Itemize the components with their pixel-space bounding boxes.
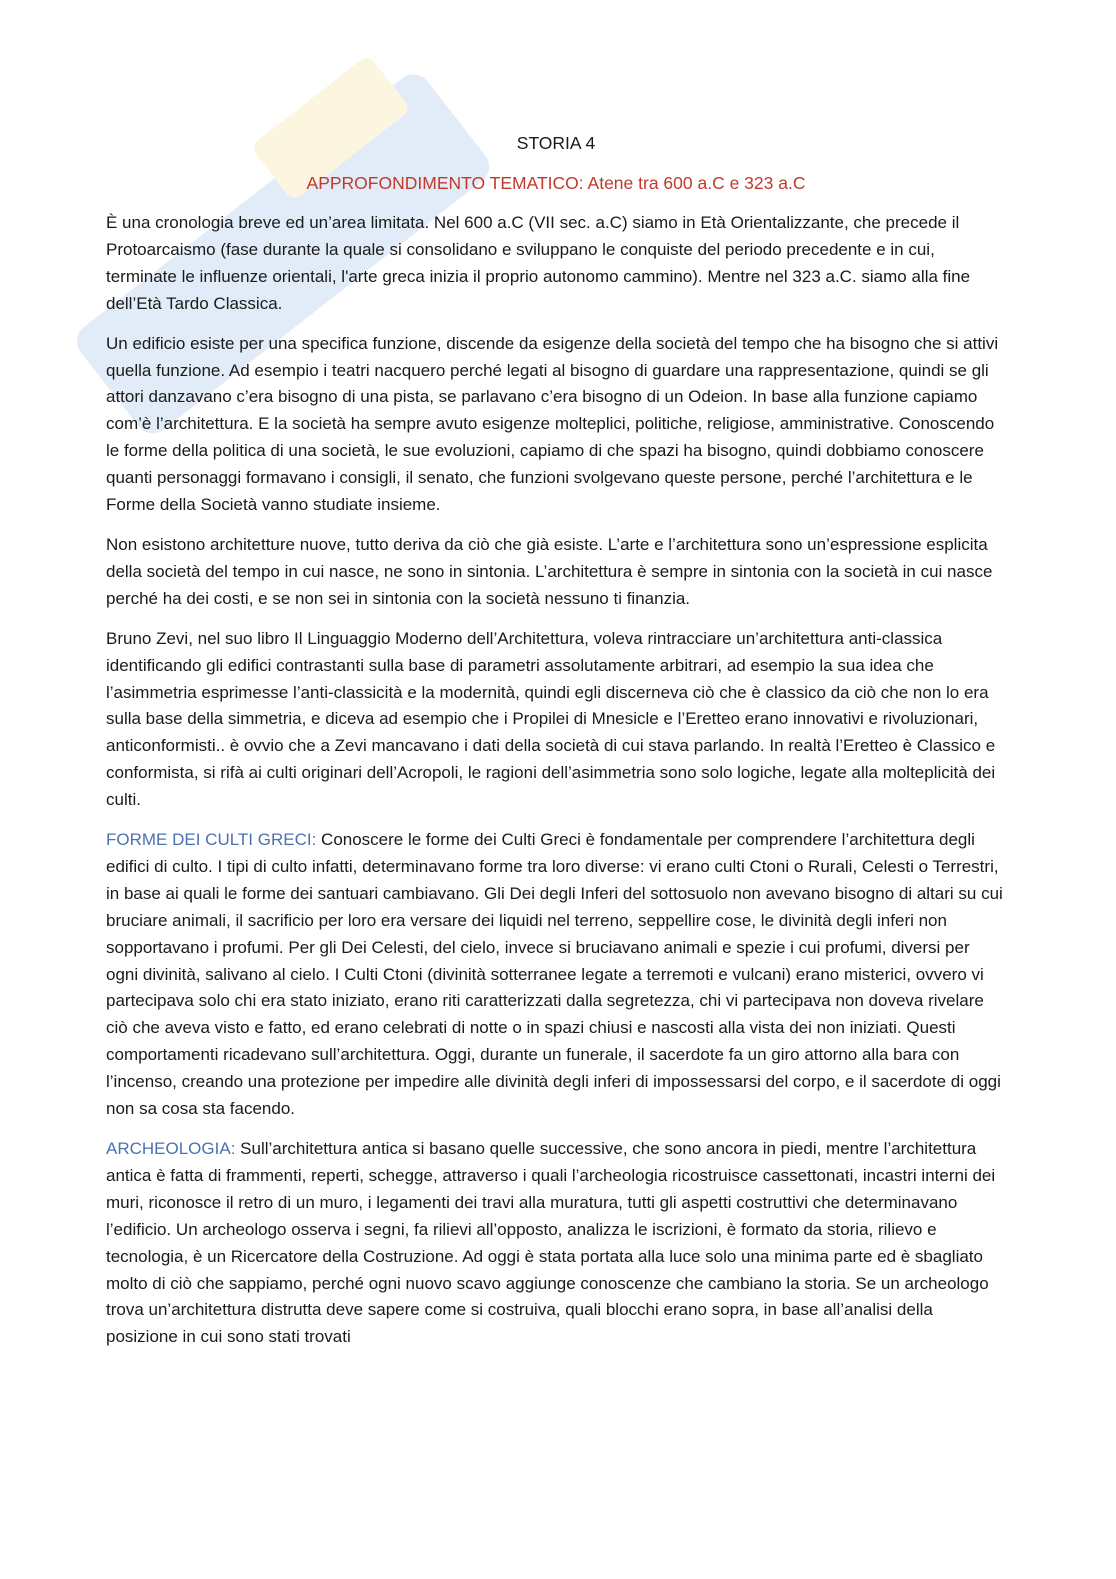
paragraph-archeologia-text: Sull’architettura antica si basano quelle successive, che sono ancora in piedi, mentre l’architettura antica è fatta di frammenti, reperti, schegge, attraverso i quali l’archeologia ricostruisce cassettonati, incastri interni dei muri, riconosce il retro di un muro, i legamenti dei travi alla muratura, tutti gli aspetti costruttivi che determinavano l’edificio. Un archeologo osserva i segni, fa rilievi all’opposto, analizza le iscrizioni, è formato da storia, rilievo e tecnologia, è un Ricercatore della Costruzione. Ad oggi è stata portata alla luce solo una minima parte ed è sbagliato molto di ciò che sappiamo, perché ogni nuovo scavo aggiunge conoscenze che cambiano la storia. Se un archeologo trova un’architettura distrutta deve sapere come si costruiva, quali blocchi erano sopra, in base all’analisi della posizione in cui sono stati trovati [106, 1139, 996, 1347]
document-title: STORIA 4 [516, 133, 596, 153]
paragraph-archeologia [106, 1136, 1006, 1351]
paragraph-culti-text: Conoscere le forme dei Culti Greci è fondamentale per comprendere l’architettura degli edifici di culto. I tipi di culto infatti, determinavano forme tra loro diverse: vi erano culti Ctoni o Rurali, Celesti o Terrestri, in base ai quali le forme dei santuari cambiavano. Gli Dei degli Inferi del sottosuolo non avevano bisogno di altari su cui bruciare animali, il sacrificio per loro era versare dei liquidi nel terreno, seppellire cose, le divinità degli inferi non sopportavano i profumi. Per gli Dei Celesti, del cielo, invece si bruciavano animali e spezie i cui profumi, diversi per ogni divinità, salivano al cielo. I Culti Ctoni (divinità sotterranee legate a terremoti e vulcani) erano misterici, ovvero vi partecipava solo chi era stato iniziato, erano riti caratterizzati dalla segretezza, chi vi partecipava non doveva rivelare ciò che aveva visto e fatto, ed erano celebrati di notte o in spazi chiusi e nascosti alla vista dei non iniziati. Questi comportamenti ricadevano sull’architettura. Oggi, durante un funerale, il sacerdote fa un giro attorno alla bara con l’incenso, creando una protezione per impedire alle divinità degli inferi di impossessarsi del corpo, e il sacerdote di oggi non sa cosa sta facendo. [106, 830, 1003, 1119]
document-subtitle: APPROFONDIMENTO TEMATICO: Atene tra 600 a.C e 323 a.C [306, 173, 806, 193]
section-label-archeologia: ARCHEOLOGIA: [106, 1139, 236, 1158]
document-page [106, 130, 1006, 1364]
section-label-culti: FORME DEI CULTI GRECI: [106, 830, 317, 850]
paragraph-culti [106, 827, 1006, 1123]
paragraph-chronology: È una cronologia breve ed un’area limitata. Nel 600 a.C (VII sec. a.C) siamo in Età Orientalizzante, che precede il Protoarcaismo (fase durante la quale si consolidano e sviluppano le conquiste del periodo precedente e in cui, terminate le influenze orientali, l'arte greca inizia il proprio autonomo cammino). Mentre nel 323 a.C. siamo alla fine dell’Età Tardo Classica. [106, 213, 971, 313]
paragraph-zevi: Bruno Zevi, nel suo libro Il Linguaggio Moderno dell’Architettura, voleva rintracciare un’architettura anti-classica identificando gli edifici contrastanti sulla base di parametri assolutamente arbitrari, ad esempio la sua idea che l’asimmetria esprimesse l’anti-classicità e la modernità, quindi egli discerneva ciò che è classico da ciò che non lo era sulla base della simmetria, e diceva ad esempio che i Propilei di Mnesicle e l’Eretteo erano innovativi e rivoluzionari, anticonformisti.. è ovvio che a Zevi mancavano i dati della società di cui stava parlando. In realtà l’Eretteo è Classico e conformista, si rifà ai culti originari dell’Acropoli, le ragioni dell’asimmetria sono solo logiche, legate alla molteplicità dei culti. [106, 628, 996, 810]
paragraph-function: Un edificio esiste per una specifica funzione, discende da esigenze della società del tempo che ha bisogno che si attivi quella funzione. Ad esempio i teatri nacquero perché legati al bisogno di guardare una rappresentazione, quindi se gli attori danzavano c’era bisogno di una pista, se parlavano c’era bisogno di un Odeion. In base alla funzione capiamo com’è l’architettura. E la società ha sempre avuto esigenze molteplici, politiche, religiose, amministrative. Conoscendo le forme della politica di una società, le sue evoluzioni, capiamo di che spazi ha bisogno, quindi dobbiamo conoscere quanti personaggi formavano i consigli, il senato, che funzioni svolgevano queste persone, perché l’architettura e le Forme della Società vanno studiate insieme. [106, 333, 999, 515]
paragraph-society: Non esistono architetture nuove, tutto deriva da ciò che già esiste. L’arte e l’architettura sono un’espressione esplicita della società del tempo in cui nasce, ne sono in sintonia. L’architettura è sempre in sintonia con la società in cui nasce perché ha dei costi, e se non sei in sintonia con la società nessuno ti finanzia. [106, 534, 993, 608]
